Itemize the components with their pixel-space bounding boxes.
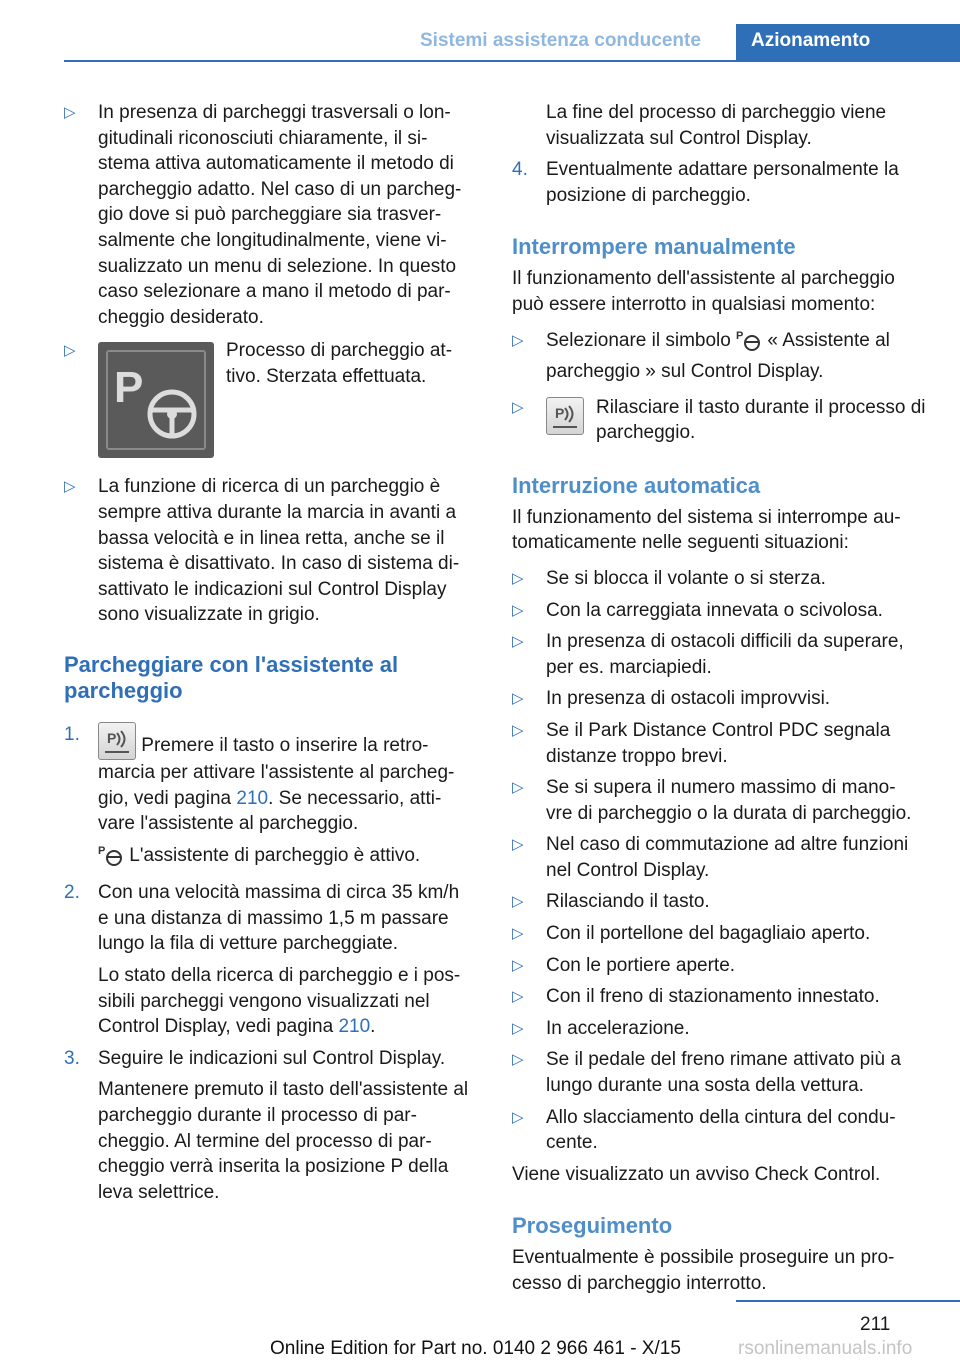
triangle-bullet-icon: ▷ xyxy=(512,690,524,708)
step-note-text: L'assistente di parcheggio è attivo. xyxy=(129,844,421,866)
list-item xyxy=(512,686,926,712)
step-item xyxy=(64,880,474,957)
paragraph: Eventualmente è possibile proseguire un pro‐ cesso di parcheggio interrotto. xyxy=(512,1247,895,1294)
list-item-text: Con le portiere aperte. xyxy=(546,954,736,976)
page-link[interactable]: 210 xyxy=(338,1016,371,1038)
triangle-bullet-icon: ▷ xyxy=(512,633,524,651)
step-text: Con una velocità massima di circa 35 km/h e una distanza di massimo 1,5 m passare lungo la fila di vetture parcheggiate. xyxy=(98,882,460,955)
list-item xyxy=(512,328,926,385)
paragraph: Viene visualizzato un avviso Check Control. xyxy=(512,1163,881,1185)
list-item-text: « Assistente al parcheggio » sul Control Display. xyxy=(546,329,890,383)
step-note: La fine del processo di parcheggio viene visualizzata sul Control Display. xyxy=(546,102,887,149)
page-header xyxy=(0,24,960,62)
parking-assistant-button-icon xyxy=(98,722,136,760)
list-item xyxy=(512,1016,926,1042)
right-column xyxy=(512,100,926,1303)
step-number: 4. xyxy=(512,159,528,181)
list-item xyxy=(512,566,926,592)
list-item xyxy=(64,338,474,462)
edition-text: Online Edition for Part no. 0140 2 966 461 - X/15 xyxy=(270,1338,681,1359)
list-item xyxy=(512,889,926,915)
triangle-bullet-icon: ▷ xyxy=(512,779,524,797)
step-note xyxy=(64,963,474,1040)
page-link[interactable]: 210 xyxy=(236,787,269,809)
list-item-text: In presenza di ostacoli improvvisi. xyxy=(546,688,831,710)
triangle-bullet-icon: ▷ xyxy=(512,1108,524,1126)
triangle-bullet-icon: ▷ xyxy=(512,569,524,587)
step-text: . Se necessario, atti‐ vare l'assistente al parcheggio. xyxy=(98,787,442,835)
header-chapter-tab: Azionamento xyxy=(736,24,960,62)
list-item-text: Se si supera il numero massimo di mano‐ vre di parcheggio o la durata di parcheggio. xyxy=(546,777,912,824)
triangle-bullet-icon: ▷ xyxy=(512,925,524,943)
list-item-text: Nel caso di commutazione ad altre funzioni nel Control Display. xyxy=(546,834,909,881)
svg-text:P: P xyxy=(555,404,565,421)
list-item xyxy=(512,395,926,447)
footer-rule xyxy=(736,1300,960,1302)
list-item-text: Rilasciare il tasto durante il processo di parcheggio. xyxy=(596,396,926,444)
triangle-bullet-icon: ▷ xyxy=(512,1019,524,1037)
step-note xyxy=(64,843,474,875)
list-item-text: Allo slacciamento della cintura del condu‐ cente. xyxy=(546,1106,896,1154)
step-number: 3. xyxy=(64,1047,80,1069)
list-item xyxy=(64,100,474,330)
step-note-text: . xyxy=(370,1016,376,1038)
paragraph: Il funzionamento dell'assistente al parcheggio può essere interrotto in qualsiasi momento: xyxy=(512,268,895,315)
svg-text:P: P xyxy=(736,329,744,342)
svg-text:P: P xyxy=(98,844,106,857)
step-text: Eventualmente adattare personalmente la posizione di parcheggio. xyxy=(546,159,899,206)
parking-assistant-symbol-icon xyxy=(736,328,762,360)
triangle-bullet-icon: ▷ xyxy=(512,956,524,974)
parking-assistant-active-icon xyxy=(98,342,214,458)
list-item-text: Se il pedale del freno rimane attivato più a lungo durante una sosta della vettura. xyxy=(546,1049,901,1097)
triangle-bullet-icon: ▷ xyxy=(512,601,524,619)
parking-assistant-symbol-icon xyxy=(98,843,124,875)
step-note: Mantenere premuto il tasto dell'assistente al parcheggio durante il processo di par‐ cheggio. Al termine del processo di par‐ cheggio verrà inserita la posizione P della leva selettrice. xyxy=(98,1079,469,1203)
section-heading: Parcheggiare con l'assistente al parcheggio xyxy=(64,651,399,703)
list-item xyxy=(64,474,474,628)
list-item-text: In presenza di parcheggi trasversali o lon‐ gitudinali riconosciuti chiaramente, il si‐ stema attiva automaticamente il metodo di parcheggio adatto. Nel caso di un parcheg‐ gio dove si può parcheggiare sia trasver‐ salmente che longitudinalmente, viene vi‐ sualizzato un menu di selezione. In questo caso selezionare a mano il metodo di par‐ cheggio desiderato. xyxy=(98,102,462,328)
svg-text:P: P xyxy=(107,729,117,746)
triangle-bullet-icon: ▷ xyxy=(512,721,524,739)
list-item-text: Con il portellone del bagagliaio aperto. xyxy=(546,923,871,945)
step-note-text: Lo stato della ricerca di parcheggio e i pos‐ sibili parcheggi vengono visualizzati nel Control Display, vedi pagina xyxy=(98,965,461,1038)
parking-assistant-button-icon xyxy=(546,397,584,435)
triangle-bullet-icon: ▷ xyxy=(64,104,76,121)
step-number: 2. xyxy=(64,882,80,904)
list-item xyxy=(512,1047,926,1098)
list-item xyxy=(512,598,926,624)
list-item-text: Con il freno di stazionamento innestato. xyxy=(546,986,880,1008)
subheading: Interrompere manualmente xyxy=(512,234,796,260)
list-item-text: In presenza di ostacoli difficili da superare, per es. marciapiedi. xyxy=(546,631,904,678)
header-section-title: Sistemi assistenza conducente xyxy=(420,30,701,51)
step-text: Seguire le indicazioni sul Control Display. xyxy=(98,1047,446,1069)
list-item-text: Se si blocca il volante o si sterza. xyxy=(546,567,826,589)
list-item-text: Rilasciando il tasto. xyxy=(546,891,710,913)
list-item-text: Processo di parcheggio at‐ tivo. Sterzata effettuata. xyxy=(226,340,453,387)
step-item xyxy=(64,722,474,837)
triangle-bullet-icon: ▷ xyxy=(512,398,524,416)
list-item-text: Con la carreggiata innevata o scivolosa. xyxy=(546,599,883,621)
subheading: Interruzione automatica xyxy=(512,472,761,498)
paragraph: Il funzionamento del sistema si interrompe au‐ tomaticamente nelle seguenti situazioni: xyxy=(512,506,901,554)
list-item-text: La funzione di ricerca di un parcheggio è sempre attiva durante la marcia in avanti a bassa velocità e in linea retta, anche se il sistema è disattivato. In caso di sistema di‐ sattivato le indicazioni sul Control Display sono visualizzate in grigio. xyxy=(98,476,460,626)
list-item-text: Se il Park Distance Control PDC segnala distanze troppo brevi. xyxy=(546,719,891,767)
list-item-text: In accelerazione. xyxy=(546,1017,690,1039)
list-item xyxy=(512,953,926,979)
list-item-text: Selezionare il simbolo xyxy=(546,329,731,351)
triangle-bullet-icon: ▷ xyxy=(512,331,524,349)
step-item xyxy=(64,1046,474,1072)
triangle-bullet-icon: ▷ xyxy=(512,1051,524,1069)
step-number: 1. xyxy=(64,723,80,745)
list-item xyxy=(512,1105,926,1156)
list-item xyxy=(512,718,926,769)
list-item xyxy=(512,832,926,883)
left-column xyxy=(64,100,474,1211)
list-item xyxy=(512,629,926,680)
interruption-list xyxy=(512,566,926,1156)
triangle-bullet-icon: ▷ xyxy=(512,836,524,854)
triangle-bullet-icon: ▷ xyxy=(64,478,76,496)
step-item xyxy=(512,157,926,208)
watermark: rsonlinemanuals.info xyxy=(738,1338,913,1359)
list-item xyxy=(512,984,926,1010)
triangle-bullet-icon: ▷ xyxy=(64,342,76,360)
triangle-bullet-icon: ▷ xyxy=(512,988,524,1006)
page-number: 211 xyxy=(860,1314,891,1335)
list-item xyxy=(512,775,926,826)
header-rule xyxy=(64,60,736,62)
subheading: Proseguimento xyxy=(512,1213,673,1239)
triangle-bullet-icon: ▷ xyxy=(512,893,524,911)
step-text: Premere il tasto o inserire la retro‐ marcia per attivare l'assistente al parcheg‐ gio, vedi pagina xyxy=(98,734,455,809)
list-item xyxy=(512,921,926,947)
svg-text:P: P xyxy=(114,363,144,413)
